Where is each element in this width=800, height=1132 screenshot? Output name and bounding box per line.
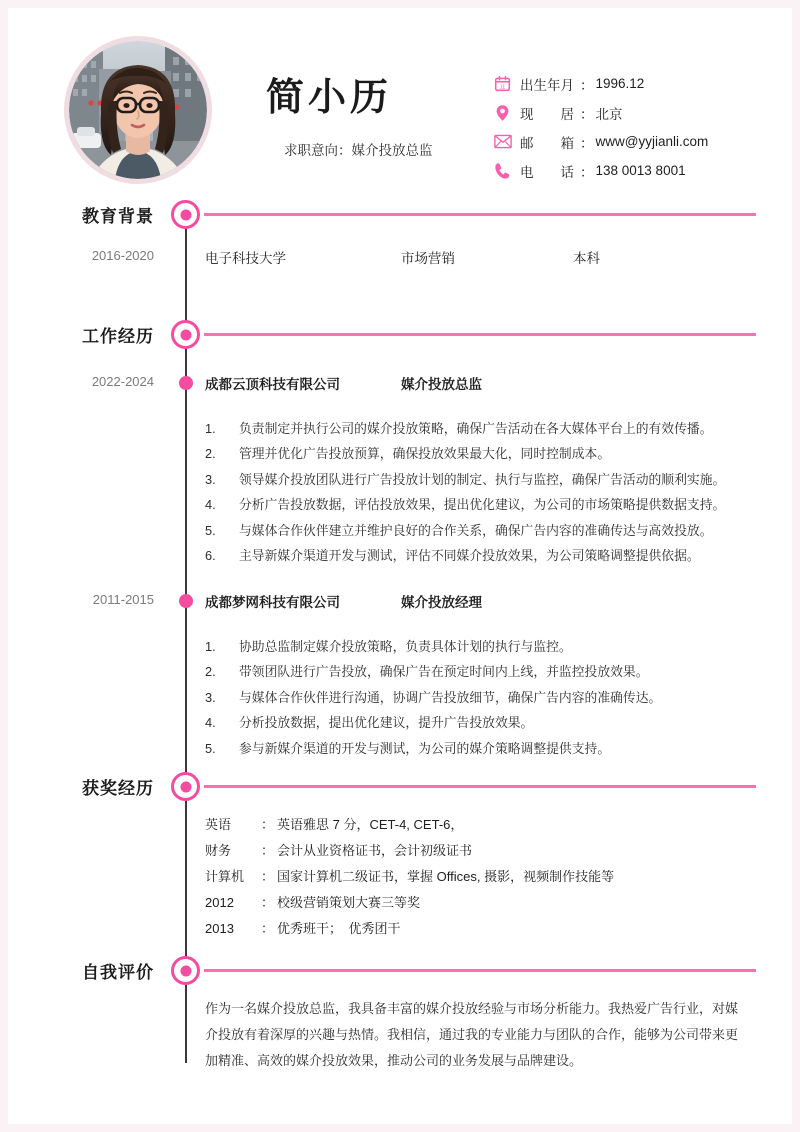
avatar-photo bbox=[69, 41, 207, 179]
award-item bbox=[205, 812, 765, 838]
contact-row-birth bbox=[494, 70, 784, 97]
bullet-number: 2. bbox=[205, 664, 216, 680]
contact-label-phone: 电 话 bbox=[520, 164, 574, 180]
bullet-text: 与媒体合作伙伴进行沟通，协调广告投放细节，确保广告内容的准确传达。 bbox=[239, 689, 662, 705]
award-value: 优秀班干； 优秀团干 bbox=[277, 921, 401, 936]
bullet-text: 分析投放数据，提出优化建议，提升广告投放效果。 bbox=[239, 715, 534, 731]
timeline-spine bbox=[185, 223, 187, 1063]
award-value: 校级营销策划大赛三等奖 bbox=[277, 895, 421, 910]
bullet-item bbox=[205, 492, 765, 517]
bullet-item bbox=[205, 736, 765, 761]
work-role: 媒介投放总监 bbox=[401, 377, 482, 392]
award-key: 英语 bbox=[205, 817, 245, 832]
award-item bbox=[205, 864, 765, 890]
award-key: 2012 bbox=[205, 895, 238, 910]
contact-sep: ： bbox=[580, 164, 594, 180]
award-item bbox=[205, 890, 765, 916]
contact-sep: ： bbox=[580, 106, 594, 122]
contact-label-birth: 出生年月 bbox=[520, 77, 574, 93]
summary-line: 介投放有着深厚的兴趣与热情。我相信，通过我的专业能力与团队的合作，能够为公司带来更 bbox=[205, 1027, 739, 1042]
bullet-item bbox=[205, 685, 765, 710]
bullet-number: 1. bbox=[205, 639, 216, 654]
bullet-text: 与媒体合作伙伴建立并维护良好的合作关系，确保广告内容的准确传达与高效投放。 bbox=[239, 522, 713, 538]
bullet-number: 4. bbox=[205, 715, 216, 731]
award-sep: ： bbox=[261, 817, 275, 832]
bullet-number: 6. bbox=[205, 547, 216, 563]
bullet-number: 5. bbox=[205, 740, 216, 756]
education-degree: 本科 bbox=[573, 251, 600, 266]
bullet-item bbox=[205, 659, 765, 684]
bullet-text: 负责制定并执行公司的媒介投放策略，确保广告活动在各大媒体平台上的有效传播。 bbox=[239, 421, 713, 436]
section-title-education: 教育背景 bbox=[82, 207, 154, 226]
contact-label-location: 现 居 bbox=[520, 106, 574, 122]
section-marker-awards bbox=[171, 772, 200, 801]
work-company: 成都云顶科技有限公司 bbox=[205, 377, 340, 392]
section-title-summary: 自我评价 bbox=[82, 963, 154, 982]
award-sep: ： bbox=[261, 843, 275, 858]
bullet-number: 5. bbox=[205, 522, 216, 538]
bullet-item bbox=[205, 441, 765, 466]
section-rule-summary bbox=[204, 969, 756, 972]
bullet-text: 参与新媒介渠道的开发与测试，为公司的媒介策略调整提供支持。 bbox=[239, 740, 611, 756]
education-school: 电子科技大学 bbox=[205, 251, 286, 266]
contact-value-birth: 1996.12 bbox=[595, 76, 645, 91]
award-value: 国家计算机二级证书，掌握 Offices, 摄影，视频制作技能等 bbox=[277, 869, 615, 884]
work-company: 成都梦网科技有限公司 bbox=[205, 595, 340, 610]
award-value: 会计从业资格证书，会计初级证书 bbox=[277, 843, 473, 858]
contact-sep: ： bbox=[580, 77, 594, 93]
award-key: 财务 bbox=[205, 843, 245, 858]
bullet-item bbox=[205, 543, 765, 568]
contact-list bbox=[494, 70, 784, 186]
award-sep: ： bbox=[261, 869, 275, 884]
envelope-icon bbox=[494, 132, 520, 152]
bullet-text: 带领团队进行广告投放，确保广告在预定时间内上线，并监控投放效果。 bbox=[239, 664, 649, 680]
contact-sep: ： bbox=[580, 135, 594, 151]
award-key: 计算机 bbox=[205, 869, 245, 884]
avatar bbox=[64, 36, 212, 184]
bullet-number: 2. bbox=[205, 446, 216, 462]
section-rule-awards bbox=[204, 785, 756, 788]
section-title-work: 工作经历 bbox=[82, 327, 154, 346]
bullet-number: 1. bbox=[205, 421, 216, 436]
section-marker-education bbox=[171, 200, 200, 229]
bullet-item bbox=[205, 518, 765, 543]
award-sep: ： bbox=[261, 921, 275, 936]
contact-row-email bbox=[494, 128, 784, 155]
bullet-text: 分析广告投放数据，评估投放效果，提出优化建议，为公司的市场策略提供数据支持。 bbox=[239, 497, 726, 513]
contact-row-phone bbox=[494, 157, 784, 184]
location-pin-icon bbox=[494, 103, 520, 123]
work-bullets bbox=[205, 416, 765, 568]
summary-line: 作为一名媒介投放总监，我具备丰富的媒介投放经验与市场分析能力。我热爱广告行业，对媒 bbox=[205, 1001, 739, 1016]
summary-line: 加精准、高效的媒介投放效果，推动公司的业务发展与品牌建设。 bbox=[205, 1053, 583, 1068]
bullet-item bbox=[205, 416, 765, 441]
bullet-text: 主导新媒介渠道开发与测试，评估不同媒介投放效果，为公司策略调整提供依据。 bbox=[239, 547, 700, 563]
job-objective: 求职意向：媒介投放总监 bbox=[284, 143, 433, 158]
section-rule-education bbox=[204, 213, 756, 216]
work-bullets bbox=[205, 634, 765, 761]
award-item bbox=[205, 916, 765, 942]
svg-text:11: 11 bbox=[499, 84, 506, 91]
bullet-text: 管理并优化广告投放预算，确保投放效果最大化，同时控制成本。 bbox=[239, 446, 611, 462]
contact-value-location: 北京 bbox=[595, 106, 623, 122]
work-date: 2011-2015 bbox=[92, 592, 154, 607]
bullet-item bbox=[205, 467, 765, 492]
bullet-number: 4. bbox=[205, 497, 216, 513]
bullet-item bbox=[205, 634, 765, 659]
contact-value-email: www@yyjianli.com bbox=[595, 134, 709, 149]
bullet-item bbox=[205, 710, 765, 735]
section-rule-work bbox=[204, 333, 756, 336]
award-key: 2013 bbox=[205, 921, 238, 936]
section-marker-work bbox=[171, 320, 200, 349]
bullet-number: 3. bbox=[205, 471, 216, 487]
phone-icon bbox=[494, 161, 520, 181]
education-date: 2016-2020 bbox=[91, 248, 154, 263]
contact-value-phone: 138 0013 8001 bbox=[595, 163, 686, 178]
work-date: 2022-2024 bbox=[91, 374, 154, 389]
work-timeline-dot bbox=[179, 594, 193, 608]
summary-text bbox=[205, 996, 761, 1074]
section-marker-summary bbox=[171, 956, 200, 985]
section-title-awards: 获奖经历 bbox=[82, 779, 154, 798]
calendar-icon bbox=[494, 74, 520, 94]
work-timeline-dot bbox=[179, 376, 193, 390]
contact-label-email: 邮 箱 bbox=[520, 135, 574, 151]
resume-header bbox=[8, 8, 792, 190]
work-role: 媒介投放经理 bbox=[401, 595, 482, 610]
award-value: 英语雅思 7 分，CET-4, CET-6， bbox=[277, 817, 464, 832]
contact-row-location bbox=[494, 99, 784, 126]
education-major: 市场营销 bbox=[401, 251, 455, 266]
page-title: 简小历 bbox=[266, 77, 393, 119]
awards-list bbox=[205, 812, 765, 942]
award-sep: ： bbox=[261, 895, 275, 910]
bullet-number: 3. bbox=[205, 689, 216, 705]
award-item bbox=[205, 838, 765, 864]
bullet-text: 协助总监制定媒介投放策略，负责具体计划的执行与监控。 bbox=[239, 639, 572, 654]
bullet-text: 领导媒介投放团队进行广告投放计划的制定、执行与监控，确保广告活动的顺利实施。 bbox=[239, 471, 726, 487]
